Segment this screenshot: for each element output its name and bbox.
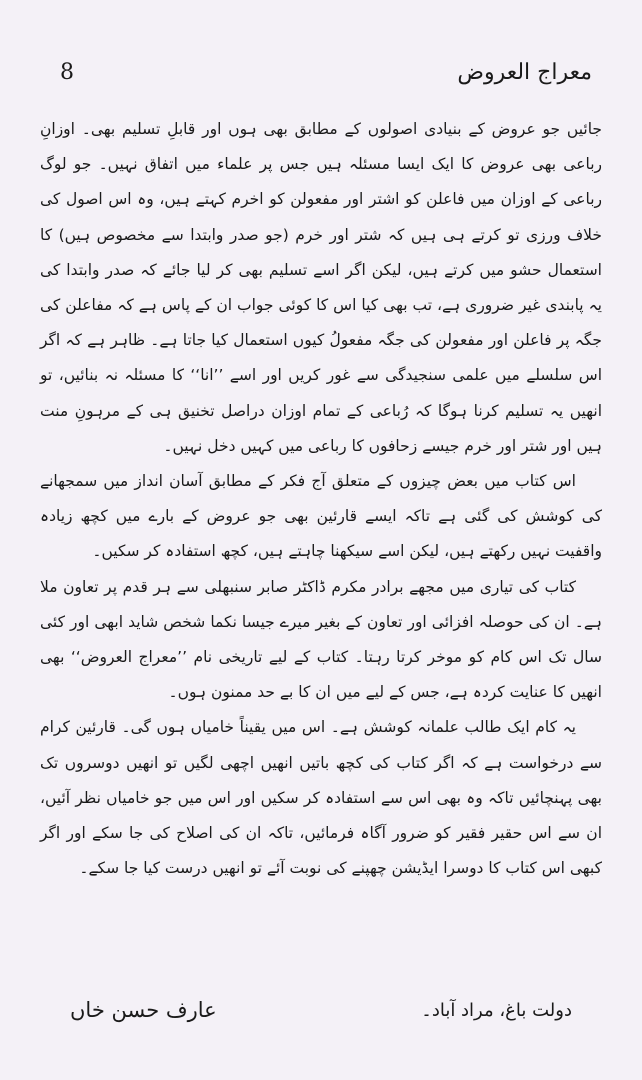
paragraph: کتاب کی تیاری میں مجھے برادر مکرم ڈاکٹر صابر سنبھلی سے ہر قدم پر تعاون ملا ہے۔ ان کی حوصلہ افزائی اور تعاون کے بغیر میرے جیسا نکما شخص شاید ابھی اور کئی سال تک اس کام کو موخر کرتا رہتا۔ کتاب کے لیے تاریخی نام ’’معراج العروض‘‘ بھی انھیں کا عنایت کردہ ہے، جس کے لیے میں ان کا بے حد ممنون ہوں۔ (40, 577, 602, 702)
page-footer (70, 1000, 572, 1040)
paragraph: یہ کام ایک طالب علمانہ کوشش ہے۔ اس میں یقیناً خامیاں ہوں گی۔ قارئین کرام سے درخواست ہے کہ اگر کتاب کی کچھ باتیں انھیں اچھی لگیں تو انھیں دوسروں تک بھی پہنچائیں تاکہ وہ بھی اس سے استفادہ کر سکیں اور اس میں جو خامیاں نظر آئیں، ان سے اس حقیر فقیر کو ضرور آگاہ فرمائیں، تاکہ ان کی اصلاح کی جا سکے اور اگر کبھی اس کتاب کا دوسرا ایڈیشن چھپنے کی نوبت آئے تو انھیں درست کیا جا سکے۔ (40, 718, 602, 878)
page-number: 8 (60, 60, 74, 85)
paragraph: اس کتاب میں بعض چیزوں کے متعلق آج فکر کے مطابق آسان انداز میں سمجھانے کی کوشش کی گئی ہے تاکہ ایسے قارئین بھی جو عروض کے بارے میں کچھ زیادہ واقفیت نہیں رکھتے ہیں، لیکن اسے سیکھنا چاہتے ہیں، کچھ استفادہ کر سکیں۔ (40, 472, 602, 561)
place-label: دولت باغ، مراد آباد۔ (421, 1000, 572, 1021)
author-name: عارف حسن خاں (70, 998, 217, 1022)
page-header (60, 60, 592, 100)
paragraph: جائیں جو عروض کے بنیادی اصولوں کے مطابق بھی ہوں اور قابلِ تسلیم بھی۔ اوزانِ رباعی بھی عروض کا ایک ایسا مسئلہ ہیں جس پر علماء میں اتفاق نہیں۔ جو لوگ رباعی کے اوزان میں فاعلن کو اشتر اور مفعولن کو اخرم کہتے ہیں، وہ اس اصول کی خلاف ورزی تو کرتے ہی ہیں کہ شتر اور خرم (جو صدر وابتدا سے مخصوص ہیں) کا استعمال حشو میں کرتے ہیں، لیکن اگر اسے تسلیم بھی کر لیا جائے کہ صدر وابتدا کی یہ پابندی غیر ضروری ہے، تب بھی کیا اس کا کوئی جواب ان کے پاس ہے کہ مفاعلن کی جگہ پر فاعلن اور مفعولن کی جگہ مفعولُ کیوں استعمال کیا جاتا ہے۔ ظاہر ہے کہ اگر اس سلسلے میں علمی سنجیدگی سے غور کریں اور اسے ’’انا‘‘ کا مسئلہ نہ بنائیں، تو انھیں یہ تسلیم کرنا ہوگا کہ رُباعی کے تمام اوزان دراصل تخنیق ہی کے مرہونِ منت ہیں اور شتر اور خرم جیسے زحافوں کا رباعی میں کہیں دخل نہیں۔ (40, 120, 602, 455)
running-title: معراج العروض (457, 60, 592, 85)
body-text (40, 112, 602, 886)
